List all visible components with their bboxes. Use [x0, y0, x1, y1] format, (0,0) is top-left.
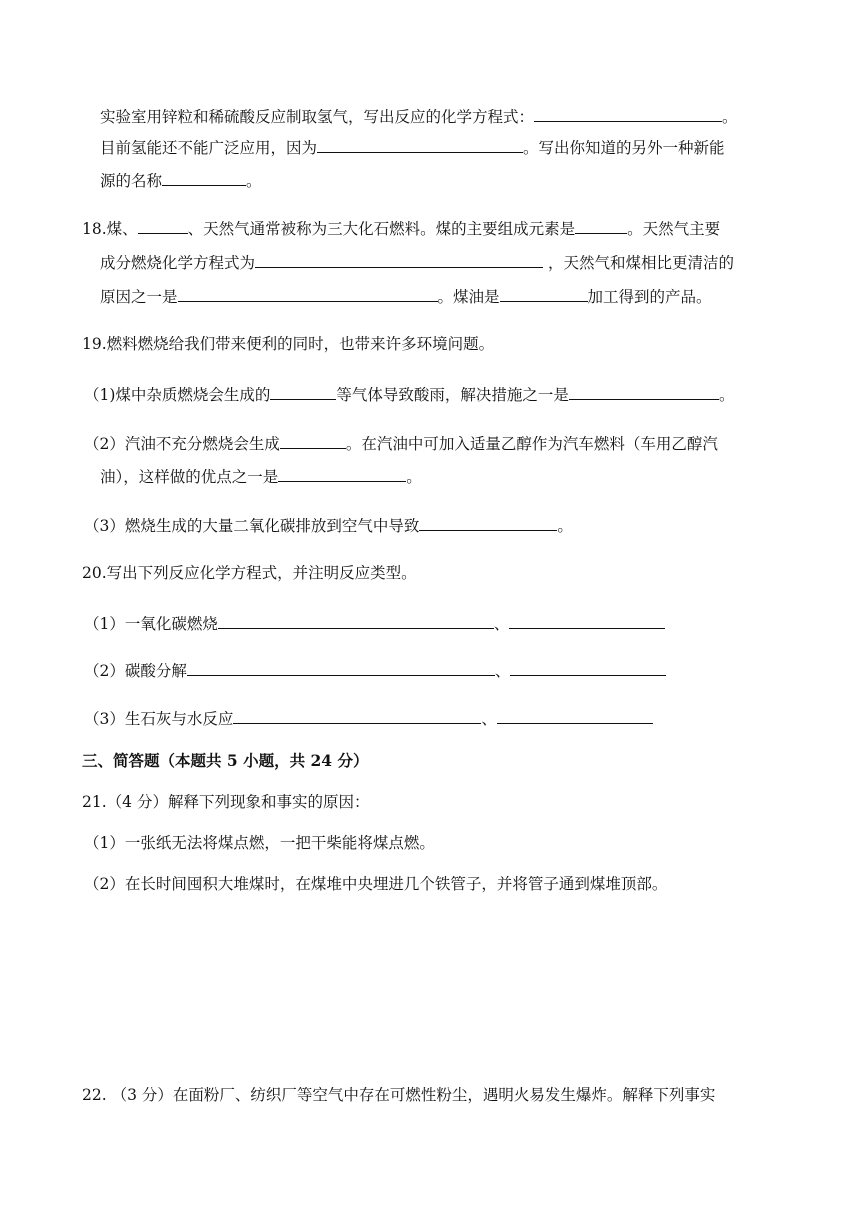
- answer-blank[interactable]: [278, 464, 406, 482]
- q19-part-2-line-2: 油），这样做的优点之一是 。: [100, 464, 422, 488]
- q20-part-3: （3）生石灰与水反应 、: [84, 706, 653, 730]
- q18-line-3: 原因之一是 。煤油是 加工得到的产品。: [100, 284, 712, 308]
- answer-blank[interactable]: [497, 706, 653, 724]
- q21-stem: 21.（4 分）解释下列现象和事实的原因：: [82, 793, 370, 811]
- q21-part-1: （1）一张纸无法将煤点燃，一把干柴能将煤点燃。: [84, 834, 435, 852]
- q20-part-1: （1）一氧化碳燃烧 、: [84, 611, 665, 635]
- answer-blank[interactable]: [178, 284, 438, 302]
- answer-blank[interactable]: [270, 382, 336, 400]
- q21-part-2: （2）在长时间囤积大堆煤时，在煤堆中央埋进几个铁管子，并将管子通到煤堆顶部。: [84, 875, 668, 893]
- q20-part-2: （2）碳酸分解 、: [84, 658, 666, 682]
- section-heading: 三、简答题（本题共 5 小题，共 24 分）: [82, 751, 369, 770]
- q18-line-1: 18.煤、 、天然气通常被称为三大化石燃料。煤的主要组成元素是 。天然气主要: [82, 216, 720, 240]
- q19-part-1: （1)煤中杂质燃烧会生成的 等气体导致酸雨，解决措施之一是 。: [84, 382, 734, 406]
- answer-blank[interactable]: [534, 104, 722, 122]
- answer-blank[interactable]: [187, 658, 495, 676]
- answer-blank[interactable]: [569, 382, 719, 400]
- answer-blank[interactable]: [510, 658, 666, 676]
- answer-blank[interactable]: [138, 216, 188, 234]
- q19-part-3: （3）燃烧生成的大量二氧化碳排放到空气中导致 。: [84, 513, 573, 537]
- answer-blank[interactable]: [280, 431, 346, 449]
- q18-line-2: 成分燃烧化学方程式为 ，天然气和煤相比更清洁的: [100, 250, 734, 274]
- answer-blank[interactable]: [575, 216, 627, 234]
- answer-blank[interactable]: [419, 513, 557, 531]
- answer-blank[interactable]: [317, 135, 523, 153]
- answer-blank[interactable]: [509, 611, 665, 629]
- answer-blank[interactable]: [500, 284, 588, 302]
- q19-part-2-line-1: （2）汽油不充分燃烧会生成 。在汽油中可加入适量乙醇作为汽车燃料（车用乙醇汽: [84, 431, 718, 455]
- q17-line-2: 目前氢能还不能广泛应用，因为 。写出你知道的另外一种新能: [100, 135, 725, 159]
- q17-line-1: 实验室用锌粒和稀硫酸反应制取氢气，写出反应的化学方程式： 。: [100, 104, 738, 128]
- q19-stem: 19.燃料燃烧给我们带来便利的同时，也带来许多环境问题。: [82, 335, 495, 353]
- answer-blank[interactable]: [162, 168, 246, 186]
- answer-blank[interactable]: [255, 250, 543, 268]
- q17-line-3: 源的名称 。: [100, 168, 262, 192]
- q20-stem: 20.写出下列反应化学方程式，并注明反应类型。: [82, 564, 417, 582]
- answer-blank[interactable]: [218, 611, 494, 629]
- q22-stem: 22. （3 分）在面粉厂、纺织厂等空气中存在可燃性粉尘，遇明火易发生爆炸。解释下列事实: [82, 1086, 716, 1104]
- answer-blank[interactable]: [233, 706, 481, 724]
